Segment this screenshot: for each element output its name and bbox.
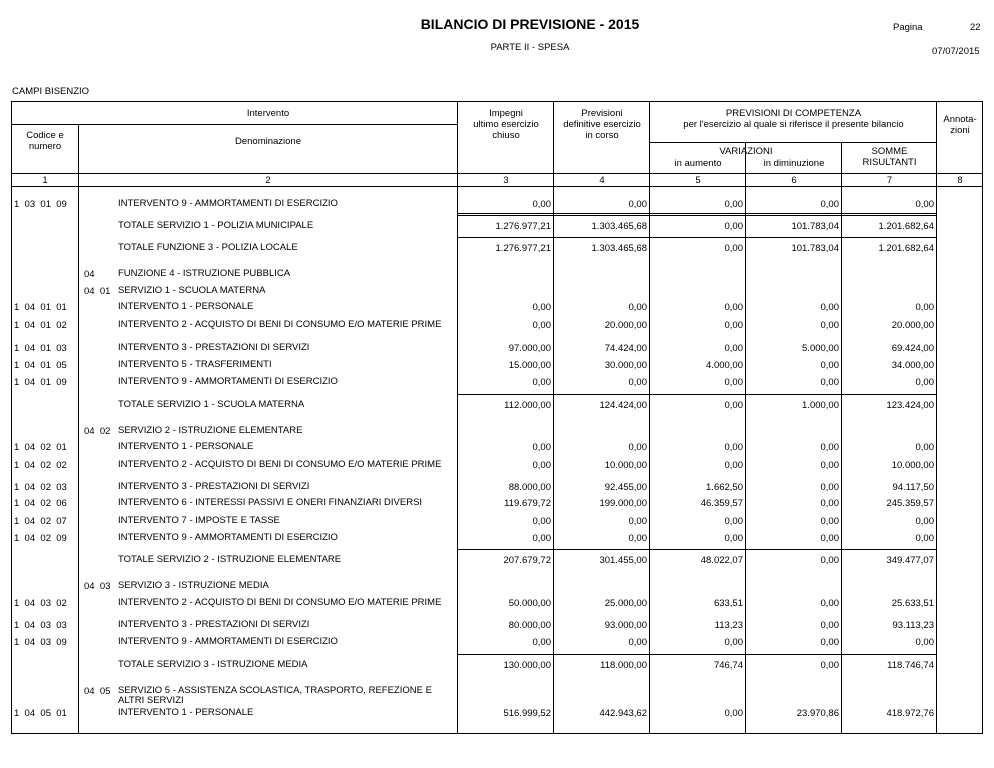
row-denominazione: SERVIZIO 2 - ISTRUZIONE ELEMENTARE [118,425,303,436]
row-group-code: 04 [84,269,95,280]
row-value: 0,00 [532,320,551,331]
col-previsioni-line2: definitive esercizio [563,119,641,130]
grid-hline [457,215,937,216]
col-somme-line2: RISULTANTI [862,157,917,168]
row-value: 0,00 [820,482,839,493]
row-value: 1.303.465,68 [591,243,647,254]
row-code: 1 04 02 03 [14,482,67,493]
row-value: 5.000,00 [802,343,839,354]
row-value: 0,00 [628,516,647,527]
col-in-diminuzione: in diminuzione [763,158,825,169]
grid-vline [936,101,937,733]
row-denominazione: TOTALE SERVIZIO 1 - SCUOLA MATERNA [118,399,305,410]
row-value: 0,00 [820,199,839,210]
row-value: 69.424,00 [891,343,934,354]
row-value: 746,74 [713,660,743,671]
col-competenza [650,108,937,130]
grid-hline [11,186,983,187]
col-codice-line1: Codice e [26,130,64,141]
row-value: 0,00 [820,302,839,313]
row-value: 74.424,00 [604,343,647,354]
row-value: 118.000,00 [600,660,647,671]
row-denominazione: INTERVENTO 9 - AMMORTAMENTI DI ESERCIZIO [118,376,338,387]
col-competenza-line2: per l'esercizio al quale si riferisce il presente bilancio [683,119,904,130]
row-value: 10.000,00 [891,460,934,471]
row-value: 0,00 [915,302,934,313]
row-code: 1 04 02 06 [14,498,67,509]
row-value: 0,00 [532,199,551,210]
row-value: 94.117,50 [892,482,934,493]
grid-hline [457,213,937,214]
grid-hline [11,173,983,174]
row-value: 93.113,23 [892,620,934,631]
col-previsioni-line3: in corso [585,130,619,141]
grid-vline [78,186,79,733]
grid-hline [457,654,937,655]
col-impegni-line2: ultimo esercizio [473,119,539,130]
row-value: 48.022,07 [700,555,743,566]
row-value: 88.000,00 [508,482,551,493]
row-group-code: 04 05 [84,686,111,697]
col-in-aumento: in aumento [674,158,722,169]
row-value: 0,00 [532,637,551,648]
col-annotazioni [937,114,983,136]
row-value: 113,23 [714,620,743,631]
row-value: 1.276.977,21 [495,221,551,232]
row-value: 93.000,00 [604,620,647,631]
row-code: 1 04 03 03 [14,620,67,631]
col-previsioni-line1: Previsioni [581,108,623,119]
print-date: 07/07/2015 [932,46,980,57]
col-number-7: 7 [886,175,893,186]
row-value: 0,00 [628,533,647,544]
row-value: 130.000,00 [503,660,551,671]
grid-hline [457,394,937,395]
row-denominazione: SERVIZIO 5 - ASSISTENZA SCOLASTICA, TRASPORTO, REFEZIONE E ALTRI SERVIZI [118,685,432,706]
row-value: 207.679,72 [503,555,551,566]
row-value: 0,00 [628,442,647,453]
row-value: 0,00 [820,460,839,471]
grid-hline [457,237,937,238]
row-value: 1.201.682,64 [878,221,934,232]
row-value: 0,00 [532,302,551,313]
col-previsioni [554,108,650,141]
row-value: 0,00 [628,637,647,648]
row-value: 0,00 [820,555,839,566]
row-value: 0,00 [915,199,934,210]
row-value: 0,00 [820,620,839,631]
col-annotazioni-line2: zioni [950,125,970,136]
row-value: 123.424,00 [886,400,934,411]
row-value: 0,00 [628,302,647,313]
row-value: 418.972,76 [886,708,934,719]
row-code: 1 04 01 05 [14,360,67,371]
row-denominazione: TOTALE SERVIZIO 3 - ISTRUZIONE MEDIA [118,659,308,670]
row-value: 0,00 [724,343,743,354]
col-number-5: 5 [695,175,701,186]
row-value: 245.359,57 [886,498,934,509]
grid-hline [649,142,936,143]
row-value: 0,00 [724,320,743,331]
row-value: 0,00 [724,243,743,254]
row-value: 25.633,51 [891,598,934,609]
row-denominazione: INTERVENTO 9 - AMMORTAMENTI DI ESERCIZIO [118,532,338,543]
row-value: 0,00 [915,377,934,388]
row-value: 20.000,00 [891,320,934,331]
row-denominazione: FUNZIONE 4 - ISTRUZIONE PUBBLICA [118,268,291,279]
row-value: 301.455,00 [599,555,647,566]
row-value: 20.000,00 [604,320,647,331]
row-value: 0,00 [532,442,551,453]
col-intervento: Intervento [246,108,290,119]
col-number-4: 4 [599,175,605,186]
entity-name: CAMPI BISENZIO [12,86,90,97]
row-value: 101.783,04 [791,221,839,232]
row-code: 1 04 05 01 [14,708,67,719]
row-value: 0,00 [628,199,647,210]
row-value: 0,00 [820,637,839,648]
row-value: 50.000,00 [508,598,551,609]
row-value: 124.424,00 [599,400,647,411]
col-number-1: 1 [42,175,48,186]
col-denominazione: Denominazione [234,136,301,147]
row-value: 0,00 [724,708,743,719]
row-value: 1.000,00 [802,400,839,411]
row-value: 1.662,50 [706,482,743,493]
page-number: 22 [970,22,981,33]
row-value: 199.000,00 [599,498,647,509]
row-value: 23.970,86 [796,708,839,719]
col-variazioni: VARIAZIONI [719,146,773,157]
col-somme-line1: SOMME [871,146,908,157]
row-denominazione: INTERVENTO 9 - AMMORTAMENTI DI ESERCIZIO [118,198,338,209]
row-value: 4.000,00 [706,360,743,371]
row-code: 1 04 02 02 [14,460,67,471]
row-value: 10.000,00 [604,460,647,471]
grid-hline [457,549,937,550]
row-denominazione: INTERVENTO 2 - ACQUISTO DI BENI DI CONSUMO E/O MATERIE PRIME [118,319,442,330]
col-impegni-line1: Impegni [489,108,523,119]
row-value: 0,00 [724,516,743,527]
row-value: 0,00 [820,533,839,544]
row-value: 0,00 [820,598,839,609]
row-value: 15.000,00 [508,360,551,371]
row-denominazione: INTERVENTO 6 - INTERESSI PASSIVI E ONERI FINANZIARI DIVERSI [118,497,423,508]
row-denominazione: SERVIZIO 3 - ISTRUZIONE MEDIA [118,580,269,591]
row-denominazione: INTERVENTO 9 - AMMORTAMENTI DI ESERCIZIO [118,636,338,647]
row-denominazione: INTERVENTO 5 - TRASFERIMENTI [118,359,272,370]
row-value: 25.000,00 [604,598,647,609]
row-value: 0,00 [724,377,743,388]
row-denominazione: INTERVENTO 3 - PRESTAZIONI DI SERVIZI [118,619,310,630]
row-value: 516.999,52 [503,708,551,719]
row-value: 0,00 [628,377,647,388]
row-code: 1 03 01 09 [14,199,67,210]
col-codice-line2: numero [28,141,62,152]
row-value: 0,00 [820,320,839,331]
row-value: 0,00 [820,516,839,527]
row-denominazione: INTERVENTO 1 - PERSONALE [118,301,254,312]
row-value: 0,00 [532,377,551,388]
row-value: 0,00 [820,377,839,388]
row-value: 0,00 [820,660,839,671]
col-impegni-line3: chiuso [492,130,520,141]
page-label: Pagina [893,22,923,33]
row-value: 633,51 [713,598,743,609]
row-denominazione: INTERVENTO 3 - PRESTAZIONI DI SERVIZI [118,342,310,353]
row-value: 0,00 [724,442,743,453]
row-value: 119.679,72 [504,498,551,509]
col-competenza-line1: PREVISIONI DI COMPETENZA [725,108,862,119]
row-value: 112.000,00 [504,400,551,411]
row-denominazione: TOTALE SERVIZIO 1 - POLIZIA MUNICIPALE [118,220,314,231]
row-value: 0,00 [820,442,839,453]
row-value: 0,00 [724,199,743,210]
row-denominazione: TOTALE SERVIZIO 2 - ISTRUZIONE ELEMENTARE [118,554,342,565]
row-value: 0,00 [820,360,839,371]
row-value: 92.455,00 [604,482,647,493]
row-value: 101.783,04 [791,243,839,254]
row-code: 1 04 01 02 [14,320,67,331]
row-code: 1 04 01 09 [14,377,67,388]
grid-hline [11,124,457,125]
row-value: 0,00 [532,516,551,527]
row-value: 0,00 [724,302,743,313]
row-denominazione: TOTALE FUNZIONE 3 - POLIZIA LOCALE [118,242,298,253]
row-value: 349.477,07 [886,555,934,566]
row-group-code: 04 01 [84,286,111,297]
row-denominazione: INTERVENTO 7 - IMPOSTE E TASSE [118,515,280,526]
row-value: 97.000,00 [508,343,551,354]
row-value: 0,00 [724,221,743,232]
row-value: 30.000,00 [604,360,647,371]
row-value: 1.201.682,64 [878,243,934,254]
row-value: 442.943,62 [599,708,647,719]
col-annotazioni-line1: Annota- [943,114,977,125]
row-value: 0,00 [724,533,743,544]
col-codice [12,130,78,152]
row-value: 0,00 [724,460,743,471]
row-denominazione: INTERVENTO 3 - PRESTAZIONI DI SERVIZI [118,481,310,492]
col-number-8: 8 [957,175,963,186]
row-value: 46.359,57 [700,498,743,509]
col-number-2: 2 [265,175,271,186]
row-denominazione: INTERVENTO 1 - PERSONALE [118,441,254,452]
row-value: 0,00 [915,442,934,453]
row-value: 0,00 [532,533,551,544]
row-value: 0,00 [820,498,839,509]
row-group-code: 04 02 [84,426,111,437]
row-denominazione: SERVIZIO 1 - SCUOLA MATERNA [118,285,266,296]
row-value: 0,00 [724,637,743,648]
row-value: 0,00 [724,400,743,411]
row-code: 1 04 02 09 [14,533,67,544]
row-value: 0,00 [915,516,934,527]
row-denominazione: INTERVENTO 1 - PERSONALE [118,707,254,718]
row-denominazione: INTERVENTO 2 - ACQUISTO DI BENI DI CONSUMO E/O MATERIE PRIME [118,597,442,608]
row-value: 118.746,74 [887,660,934,671]
row-code: 1 04 03 02 [14,598,67,609]
row-code: 1 04 01 01 [14,302,67,313]
col-number-6: 6 [791,175,797,186]
row-denominazione: INTERVENTO 2 - ACQUISTO DI BENI DI CONSUMO E/O MATERIE PRIME [118,459,442,470]
row-code: 1 04 02 07 [14,516,67,527]
row-code: 1 04 02 01 [14,442,67,453]
row-value: 80.000,00 [508,620,551,631]
row-value: 34.000,00 [891,360,934,371]
page-subtitle: PARTE II - SPESA [490,42,570,53]
col-somme [842,146,937,168]
row-code: 1 04 01 03 [14,343,67,354]
row-value: 0,00 [915,533,934,544]
page-title: BILANCIO DI PREVISIONE - 2015 [420,16,640,32]
col-number-3: 3 [503,175,509,186]
row-value: 1.276.977,21 [495,243,551,254]
row-value: 0,00 [532,460,551,471]
col-impegni [458,108,554,141]
row-value: 1.303.465,68 [591,221,647,232]
row-group-code: 04 03 [84,581,111,592]
row-code: 1 04 03 09 [14,637,67,648]
row-value: 0,00 [915,637,934,648]
